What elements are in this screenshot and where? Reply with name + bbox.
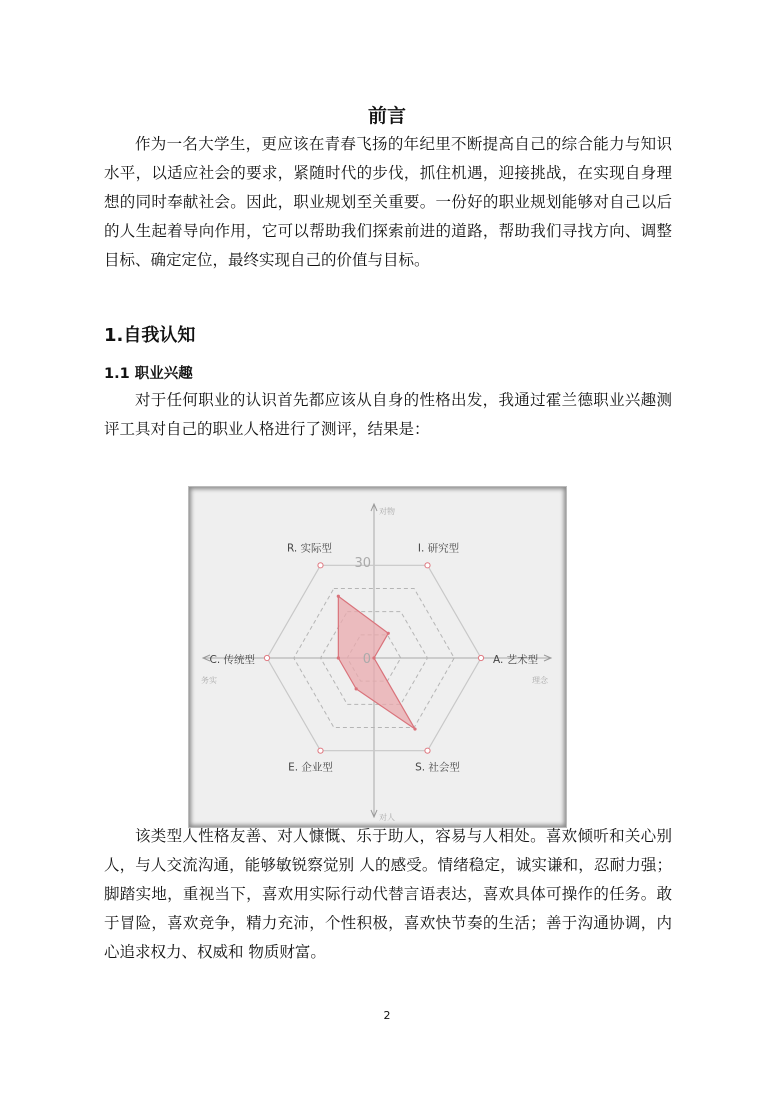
radar-vertex-marker [425, 748, 430, 753]
radar-category-label: C. 传统型 [209, 654, 255, 666]
radar-chart [189, 487, 566, 827]
radar-vertex-marker [318, 563, 323, 568]
section-heading: 1.自我认知 [104, 325, 196, 346]
axis-label-left: 务实 [201, 676, 217, 685]
radar-category-label: E. 企业型 [288, 761, 333, 774]
preface-paragraph: 作为一名大学生，更应该在青春飞扬的年纪里不断提高自己的综合能力与知识水平，以适应社会的要求，紧随时代的步伐，抓住机遇，迎接挑战，在实现自身理想的同时奉献社会。因此，职业规划至关重要。一份好的职业规划能够对自己以后的人生起着导向作用，它可以帮助我们探索前进的道路，帮助我们寻找方向、调整目标、确定定位，最终实现自己的价值与目标。 [104, 135, 672, 269]
radar-data-point [387, 632, 390, 635]
holland-radar-figure [188, 486, 567, 828]
radar-data-point [337, 595, 340, 598]
page-title: 前言 [367, 105, 406, 127]
radar-category-label: S. 社会型 [415, 761, 460, 774]
description-paragraph: 该类型人性格友善、对人慷慨、乐于助人，容易与人相处。喜欢倾听和关心别人，与人交流沟通，能够敏锐察觉别 人的感受。情绪稳定，诚实谦和，忍耐力强；脚踏实地，重视当下，喜欢用实际行动代替言语表达，喜欢具体可操作的任务。敢于冒险，喜欢竞争，精力充沛，个性积极，喜欢快节奏的生活；善于沟通协调，内心追求权力、权威和 物质财富。 [104, 827, 672, 961]
radar-data-point [413, 727, 416, 730]
radar-data-point [337, 656, 340, 659]
radar-category-label: I. 研究型 [417, 542, 460, 555]
radar-data-point [372, 656, 375, 659]
radar-vertex-marker [425, 563, 430, 568]
radar-vertex-marker [318, 748, 323, 753]
subsection-heading: 1.1 职业兴趣 [104, 366, 193, 382]
axis-label-top: 对物 [379, 507, 395, 516]
radar-category-label: R. 实际型 [286, 542, 333, 555]
radar-vertex-marker [478, 655, 483, 660]
radar-vertex-marker [264, 655, 269, 660]
radar-tick-label-max: 30 [354, 556, 371, 571]
intro-paragraph: 对于任何职业的认识首先都应该从自身的性格出发，我通过霍兰德职业兴趣测评工具对自己的职业人格进行了测评，结果是： [104, 391, 672, 438]
radar-category-label: A. 艺术型 [493, 654, 539, 666]
axis-label-bottom: 对人 [379, 813, 395, 822]
page-number: 2 [383, 1009, 391, 1022]
radar-data-point [355, 687, 358, 690]
axis-label-right: 理念 [532, 676, 548, 685]
radar-tick-label-min: 0 [362, 652, 371, 667]
